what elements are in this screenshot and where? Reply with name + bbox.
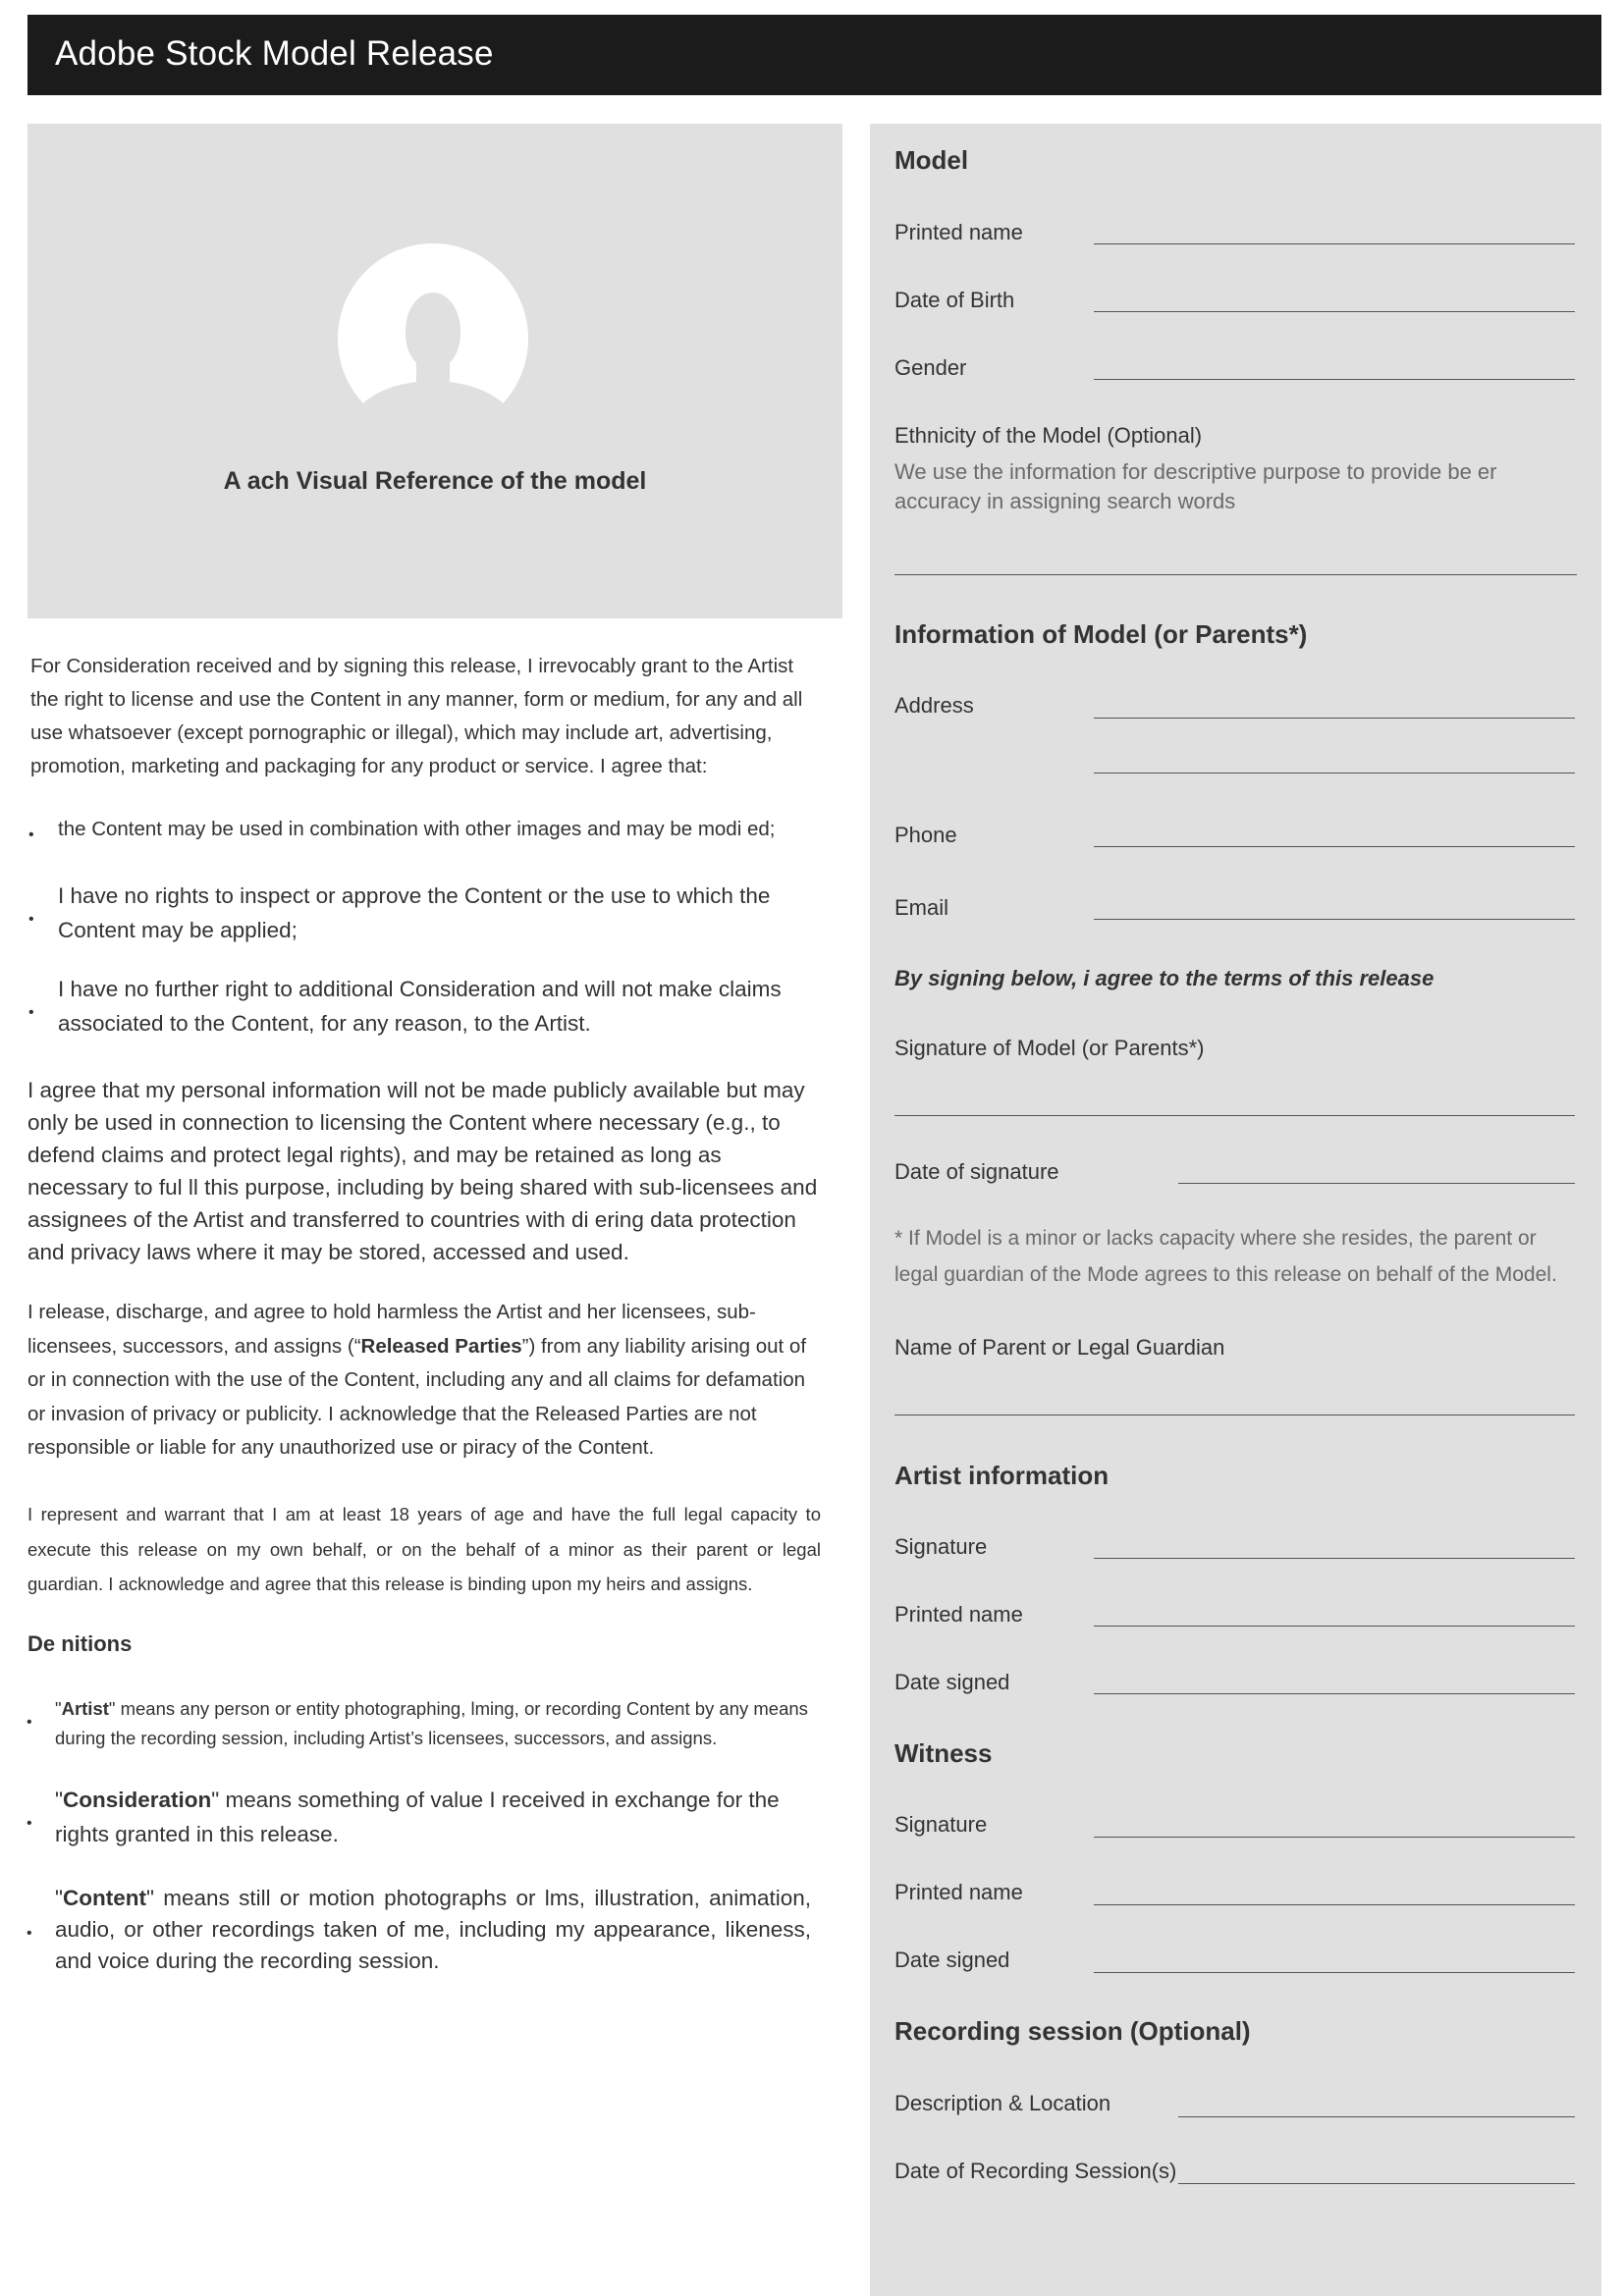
bullet-icon: • <box>27 1925 32 1942</box>
artist-date-signed-field[interactable] <box>1094 1693 1575 1694</box>
ethnicity-label: Ethnicity of the Model (Optional) <box>894 423 1203 448</box>
visual-reference-caption: A ach Visual Reference of the model <box>223 467 647 495</box>
artist-date-signed-label: Date signed <box>894 1670 1010 1694</box>
ethnicity-note: We use the information for descriptive purpose to provide be er accuracy in assigning search words <box>894 459 1497 513</box>
warranty-paragraph: I represent and warrant that I am at least 18 years of age and have the full legal capacity to execute this release on my own behalf, or on the behalf of a minor as their parent or legal guardian. I acknowledge and agree that this release is binding upon my heirs and assigns. <box>27 1504 821 1594</box>
witness-date-signed-label: Date signed <box>894 1948 1010 1972</box>
bullet-icon: • <box>27 1714 32 1731</box>
address-field-line1[interactable] <box>1094 718 1575 719</box>
artist-signature-field[interactable] <box>1094 1558 1575 1559</box>
artist-printed-name-label: Printed name <box>894 1602 1023 1627</box>
dob-label: Date of Birth <box>894 288 1015 312</box>
gender-label: Gender <box>894 355 967 380</box>
model-printed-name-field[interactable] <box>1094 243 1575 244</box>
terms-bullet: • I have no further right to additional Consideration and will not make claims associated to the Content, for any reason, to the Artist. <box>28 977 782 1036</box>
definition-item: • "Content" means still or motion photographs or lms, illustration, animation, audio, or other recordings taken of me, including my appearance, likeness, and voice during the recording session. <box>27 1886 811 1973</box>
address-label: Address <box>894 693 974 718</box>
session-date-label: Date of Recording Session(s) <box>894 2159 1177 2183</box>
guardian-label: Name of Parent or Legal Guardian <box>894 1335 1225 1360</box>
session-description-label: Description & Location <box>894 2091 1111 2115</box>
phone-label: Phone <box>894 823 957 847</box>
definition-item: • "Consideration" means something of value I received in exchange for the rights granted in this release. <box>27 1788 780 1846</box>
terms-bullet: • I have no rights to inspect or approve the Content or the use to which the Content may be applied; <box>28 883 771 942</box>
ethnicity-field[interactable] <box>894 574 1577 575</box>
agreement-statement: By signing below, i agree to the terms of this release <box>894 966 1435 990</box>
email-field[interactable] <box>1094 919 1575 920</box>
privacy-paragraph: I agree that my personal information will not be made publicly available but may only be used in connection to licensing the Content where necessary (e.g., to defend claims and protect legal rights), and may be retained as long as necessary to ful ll this purpose, including by being shared with sub-licensees and assignees of the Artist and transferred to countries with di ering data protection and privacy laws where it may be stored, accessed and used. <box>27 1078 818 1264</box>
bullet-icon: • <box>27 1815 32 1832</box>
avatar-placeholder-icon <box>338 243 528 434</box>
section-artist-title: Artist information <box>894 1461 1110 1490</box>
release-paragraph: I release, discharge, and agree to hold harmless the Artist and her licensees, sub-licensees, successors, and assigns (“Released Parties”) from any liability arising out of or in connection with the use of the Content, including any and all claims for defamation or invasion of privacy or publicity. I acknowledge that the Released Parties are not responsible or liable for any unauthorized use or piracy of the Content. <box>27 1301 807 1459</box>
bullet-icon: • <box>28 827 34 843</box>
section-info-title: Information of Model (or Parents*) <box>894 619 1308 649</box>
witness-printed-name-field[interactable] <box>1094 1904 1575 1905</box>
definitions-heading: De nitions <box>27 1631 133 1656</box>
session-date-field[interactable] <box>1178 2183 1575 2184</box>
minor-note: * If Model is a minor or lacks capacity where she resides, the parent or legal guardian of the Mode agrees to this release on behalf of the Model. <box>894 1227 1557 1286</box>
model-signature-field[interactable] <box>894 1115 1575 1116</box>
page-title: Adobe Stock Model Release <box>55 34 494 73</box>
bullet-icon: • <box>28 1004 34 1021</box>
bullet-icon: • <box>28 911 34 928</box>
terms-intro: For Consideration received and by signing this release, I irrevocably grant to the Artist the right to license and use the Content in any manner, form or medium, for any and all use whatsoever (except pornographic or illegal), which may include art, advertising, promotion, marketing and packaging for any product or service. I agree that: <box>30 655 803 777</box>
witness-date-signed-field[interactable] <box>1094 1972 1575 1973</box>
address-field-line2[interactable] <box>1094 773 1575 774</box>
definition-item: • "Artist" means any person or entity photographing, lming, or recording Content by any means during the recording session, including Artist’s licensees, successors, and assigns. <box>27 1698 808 1748</box>
date-of-signature-label: Date of signature <box>894 1159 1059 1184</box>
gender-field[interactable] <box>1094 379 1575 380</box>
artist-printed-name-field[interactable] <box>1094 1626 1575 1627</box>
model-signature-label: Signature of Model (or Parents*) <box>894 1036 1205 1060</box>
date-of-signature-field[interactable] <box>1178 1183 1575 1184</box>
phone-field[interactable] <box>1094 846 1575 847</box>
model-printed-name-label: Printed name <box>894 220 1023 244</box>
section-recording-title: Recording session (Optional) <box>894 2016 1251 2046</box>
visual-reference-dropzone[interactable] <box>27 124 842 618</box>
dob-field[interactable] <box>1094 311 1575 312</box>
header-bar <box>27 15 1601 95</box>
witness-signature-label: Signature <box>894 1812 988 1837</box>
artist-signature-label: Signature <box>894 1534 988 1559</box>
section-witness-title: Witness <box>894 1738 993 1768</box>
terms-bullet: • the Content may be used in combination with other images and may be modi ed; <box>58 816 824 843</box>
witness-signature-field[interactable] <box>1094 1837 1575 1838</box>
section-model-title: Model <box>894 145 969 175</box>
session-description-field[interactable] <box>1178 2116 1575 2117</box>
witness-printed-name-label: Printed name <box>894 1880 1023 1904</box>
email-label: Email <box>894 895 949 920</box>
